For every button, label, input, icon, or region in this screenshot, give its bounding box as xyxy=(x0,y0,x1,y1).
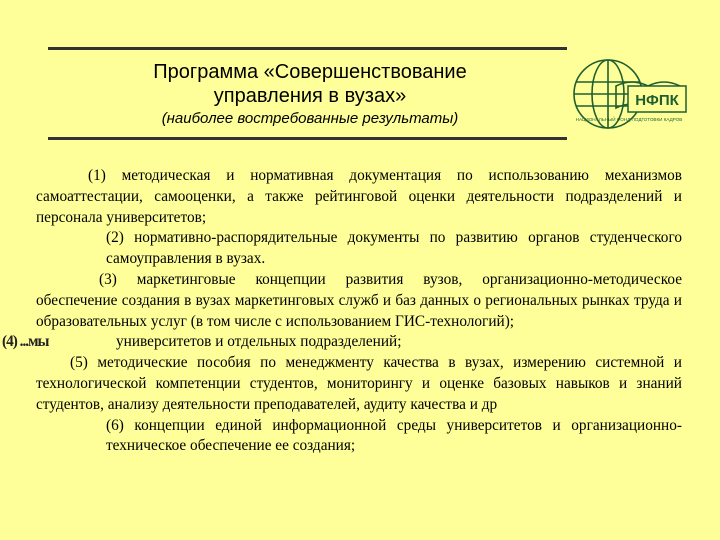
list-item-6: (6) концепции единой информационной среды университетов и организационно-техническое обеспечение ее создания; xyxy=(106,416,682,455)
page-title xyxy=(90,60,530,108)
title-line-2: управления в вузах» xyxy=(213,85,407,107)
list-item-5: (5) методические пособия по менеджменту качества в вузах, измерению системной и технологической компетенции студентов, мониторингу и оценке базовых навыков и знаний студентов, анализу деятельности преподавателей, аудиту качества и др xyxy=(36,354,682,413)
list-item-1: (1) методическая и нормативная документация по использованию механизмов самоаттестации, самооценки, а также рейтинговой оценки деятельности подразделений и персонала университетов; xyxy=(36,167,682,226)
globe-book-logo xyxy=(566,46,692,142)
results-list xyxy=(2,166,682,457)
title-line-1: Программа «Совершенствование xyxy=(153,61,467,83)
list-item-4-overlap: (4) ...мы xyxy=(2,333,49,351)
top-rule xyxy=(48,47,567,50)
page-subtitle: (наиболее востребованные результаты) xyxy=(161,110,459,127)
svg-text:НАЦИОНАЛЬНЫЙ ФОНД ПОДГОТОВКИ К: НАЦИОНАЛЬНЫЙ ФОНД ПОДГОТОВКИ КАДРОВ xyxy=(575,117,683,122)
list-item-4-continuation: университетов и отдельных подразделений; xyxy=(116,333,402,351)
list-item-2: (2) нормативно-распорядительные документы по развитию органов студенческого самоуправления в вузах. xyxy=(106,229,682,268)
svg-text:НФПК: НФПК xyxy=(635,92,679,109)
bottom-rule xyxy=(48,137,567,140)
list-item-3: (3) маркетинговые концепции развития вузов, организационно-методическое обеспечение создания в вузах маркетинговых служб и баз данных о региональных рынках труда и образовательных услуг (в том числе с использованием ГИС-технологий); xyxy=(36,270,682,330)
list-item-4 xyxy=(2,332,682,353)
